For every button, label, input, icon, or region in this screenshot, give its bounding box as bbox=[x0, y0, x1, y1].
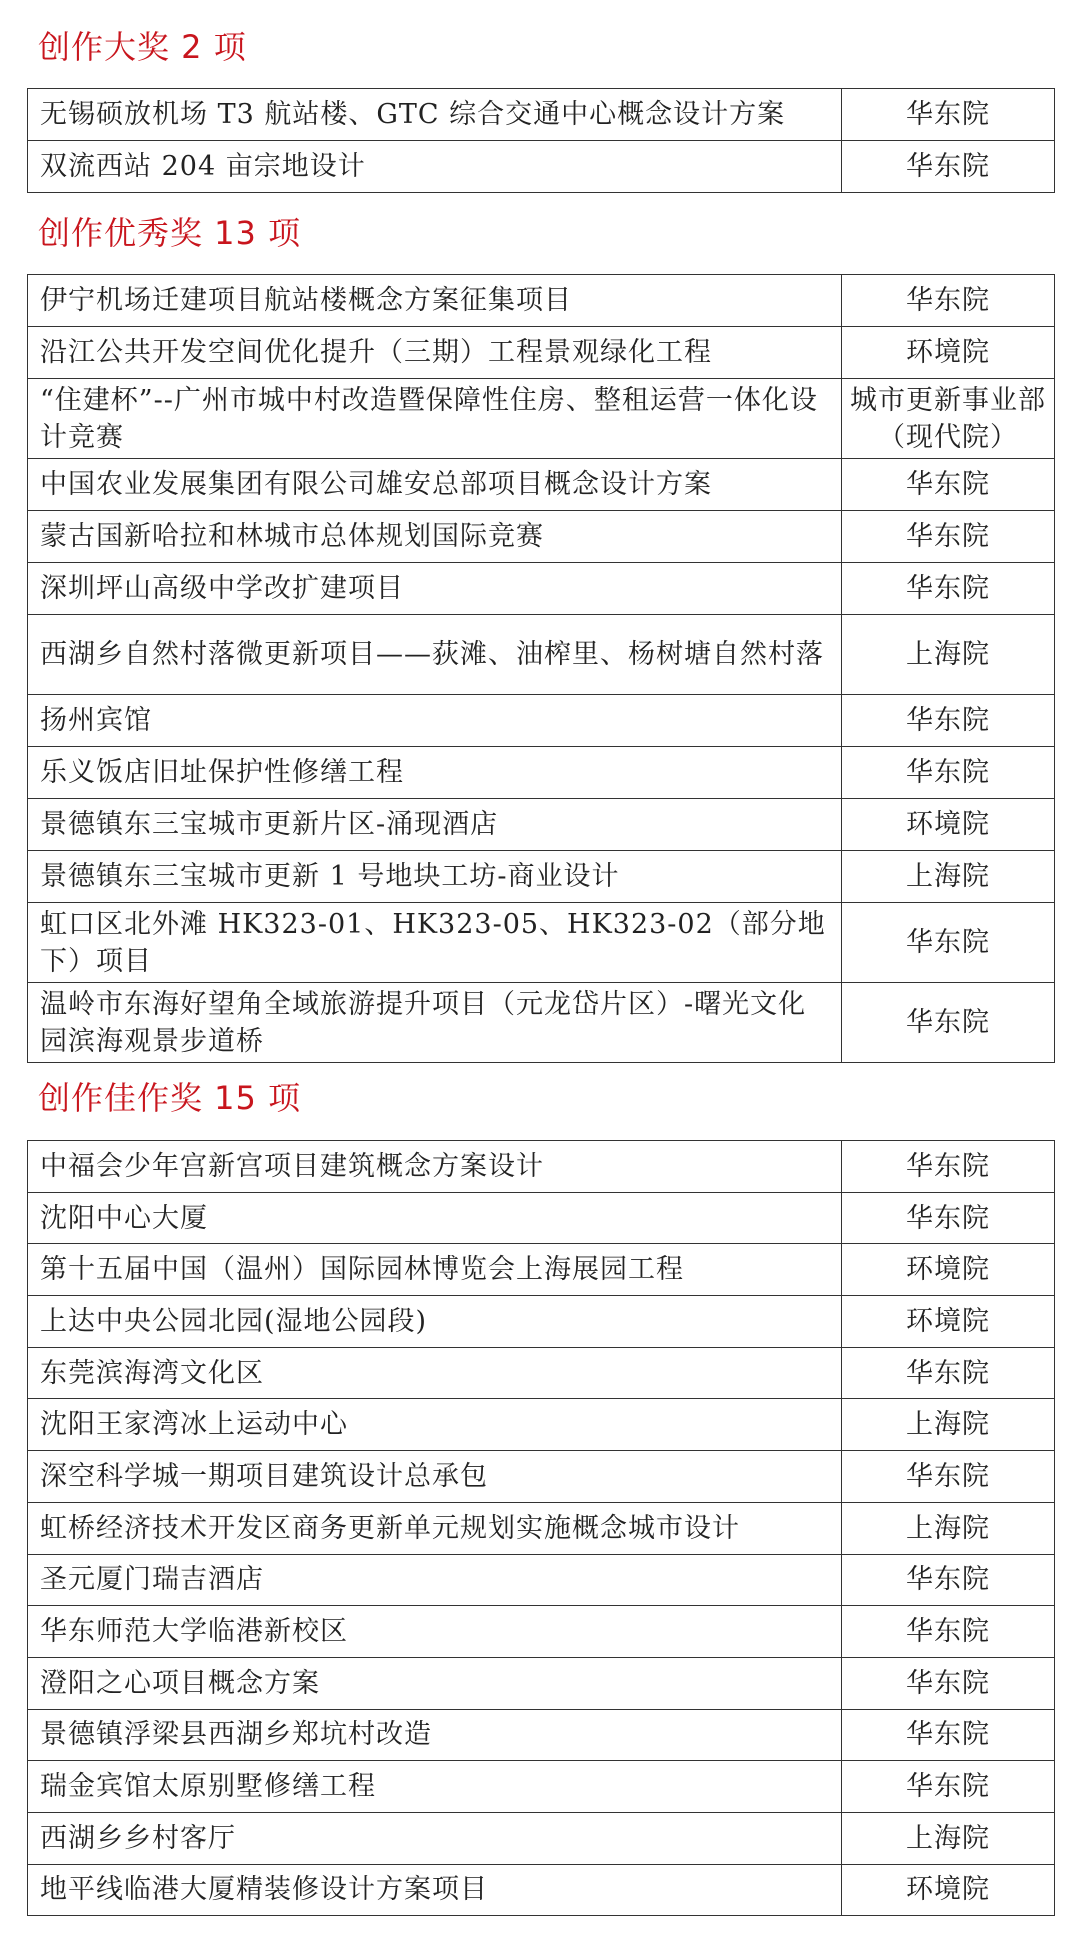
design-unit-cell: 环境院 bbox=[842, 799, 1055, 851]
table-row bbox=[28, 1709, 1055, 1761]
table-row bbox=[28, 1502, 1055, 1554]
table-row bbox=[28, 983, 1055, 1063]
project-name-cell: 西湖乡乡村客厅 bbox=[28, 1812, 842, 1864]
design-unit-cell: 华东院 bbox=[842, 89, 1055, 141]
table-row bbox=[28, 1451, 1055, 1503]
table-row bbox=[28, 903, 1055, 983]
design-unit-cell: 华东院 bbox=[842, 983, 1055, 1063]
project-name-cell: 第十五届中国（温州）国际园林博览会上海展园工程 bbox=[28, 1244, 842, 1296]
design-unit-cell: 华东院 bbox=[842, 563, 1055, 615]
project-name-cell: 温岭市东海好望角全域旅游提升项目（元龙岱片区）-曙光文化园滨海观景步道桥 bbox=[28, 983, 842, 1063]
table-row bbox=[28, 1347, 1055, 1399]
design-unit-cell: 环境院 bbox=[842, 1296, 1055, 1348]
project-name-cell: 西湖乡自然村落微更新项目——荻滩、油榨里、杨树塘自然村落 bbox=[28, 615, 842, 695]
project-name-cell: 伊宁机场迁建项目航站楼概念方案征集项目 bbox=[28, 275, 842, 327]
table-row bbox=[28, 1606, 1055, 1658]
design-unit-cell: 华东院 bbox=[842, 459, 1055, 511]
design-unit-cell: 华东院 bbox=[842, 747, 1055, 799]
table-row bbox=[28, 1244, 1055, 1296]
design-unit-cell: 华东院 bbox=[842, 141, 1055, 193]
section-title-grand-award: 创作大奖 2 项 bbox=[38, 28, 247, 66]
design-unit-cell: 华东院 bbox=[842, 511, 1055, 563]
design-unit-cell: 华东院 bbox=[842, 1657, 1055, 1709]
design-unit-cell: 华东院 bbox=[842, 1451, 1055, 1503]
table-row bbox=[28, 799, 1055, 851]
table-row bbox=[28, 275, 1055, 327]
table-row bbox=[28, 1812, 1055, 1864]
project-name-cell: 虹口区北外滩 HK323-01、HK323-05、HK323-02（部分地下）项目 bbox=[28, 903, 842, 983]
grand-award-table bbox=[27, 88, 1055, 193]
table-row bbox=[28, 1864, 1055, 1916]
project-name-cell: 蒙古国新哈拉和林城市总体规划国际竞赛 bbox=[28, 511, 842, 563]
project-name-cell: 东莞滨海湾文化区 bbox=[28, 1347, 842, 1399]
project-name-cell: 瑞金宾馆太原别墅修缮工程 bbox=[28, 1761, 842, 1813]
project-name-cell: 深空科学城一期项目建筑设计总承包 bbox=[28, 1451, 842, 1503]
project-name-cell: 乐义饭店旧址保护性修缮工程 bbox=[28, 747, 842, 799]
project-name-cell: 上达中央公园北园(湿地公园段) bbox=[28, 1296, 842, 1348]
project-name-cell: 景德镇浮梁县西湖乡郑坑村改造 bbox=[28, 1709, 842, 1761]
design-unit-cell: 城市更新事业部（现代院） bbox=[842, 379, 1055, 459]
design-unit-cell: 华东院 bbox=[842, 1606, 1055, 1658]
project-name-cell: 无锡硕放机场 T3 航站楼、GTC 综合交通中心概念设计方案 bbox=[28, 89, 842, 141]
table-row bbox=[28, 327, 1055, 379]
section-title-excellence-award: 创作优秀奖 13 项 bbox=[38, 214, 302, 252]
table-row bbox=[28, 89, 1055, 141]
design-unit-cell: 华东院 bbox=[842, 1347, 1055, 1399]
project-name-cell: 沈阳中心大厦 bbox=[28, 1192, 842, 1244]
design-unit-cell: 上海院 bbox=[842, 1399, 1055, 1451]
project-name-cell: 华东师范大学临港新校区 bbox=[28, 1606, 842, 1658]
table-row bbox=[28, 1399, 1055, 1451]
project-name-cell: 景德镇东三宝城市更新片区-涌现酒店 bbox=[28, 799, 842, 851]
table-row bbox=[28, 1657, 1055, 1709]
table-row bbox=[28, 141, 1055, 193]
project-name-cell: 中福会少年宫新宫项目建筑概念方案设计 bbox=[28, 1141, 842, 1193]
table-row bbox=[28, 851, 1055, 903]
design-unit-cell: 华东院 bbox=[842, 1709, 1055, 1761]
design-unit-cell: 华东院 bbox=[842, 1141, 1055, 1193]
project-name-cell: 沈阳王家湾冰上运动中心 bbox=[28, 1399, 842, 1451]
section-title-merit-award: 创作佳作奖 15 项 bbox=[38, 1079, 302, 1117]
project-name-cell: 澄阳之心项目概念方案 bbox=[28, 1657, 842, 1709]
table-row bbox=[28, 1554, 1055, 1606]
design-unit-cell: 华东院 bbox=[842, 275, 1055, 327]
table-row bbox=[28, 1296, 1055, 1348]
design-unit-cell: 上海院 bbox=[842, 1502, 1055, 1554]
project-name-cell: 景德镇东三宝城市更新 1 号地块工坊-商业设计 bbox=[28, 851, 842, 903]
design-unit-cell: 华东院 bbox=[842, 695, 1055, 747]
project-name-cell: 扬州宾馆 bbox=[28, 695, 842, 747]
table-row bbox=[28, 747, 1055, 799]
design-unit-cell: 上海院 bbox=[842, 1812, 1055, 1864]
project-name-cell: 深圳坪山高级中学改扩建项目 bbox=[28, 563, 842, 615]
merit-award-table bbox=[27, 1140, 1055, 1916]
project-name-cell: “住建杯”--广州市城中村改造暨保障性住房、整租运营一体化设计竞赛 bbox=[28, 379, 842, 459]
table-row bbox=[28, 563, 1055, 615]
table-row bbox=[28, 1192, 1055, 1244]
design-unit-cell: 华东院 bbox=[842, 1554, 1055, 1606]
table-row bbox=[28, 1761, 1055, 1813]
table-row bbox=[28, 379, 1055, 459]
design-unit-cell: 华东院 bbox=[842, 1761, 1055, 1813]
design-unit-cell: 上海院 bbox=[842, 615, 1055, 695]
table-row bbox=[28, 459, 1055, 511]
project-name-cell: 圣元厦门瑞吉酒店 bbox=[28, 1554, 842, 1606]
project-name-cell: 中国农业发展集团有限公司雄安总部项目概念设计方案 bbox=[28, 459, 842, 511]
design-unit-cell: 上海院 bbox=[842, 851, 1055, 903]
table-row bbox=[28, 1141, 1055, 1193]
project-name-cell: 地平线临港大厦精装修设计方案项目 bbox=[28, 1864, 842, 1916]
project-name-cell: 沿江公共开发空间优化提升（三期）工程景观绿化工程 bbox=[28, 327, 842, 379]
table-row bbox=[28, 615, 1055, 695]
design-unit-cell: 华东院 bbox=[842, 903, 1055, 983]
table-row bbox=[28, 695, 1055, 747]
excellence-award-table bbox=[27, 274, 1055, 1063]
design-unit-cell: 环境院 bbox=[842, 327, 1055, 379]
design-unit-cell: 环境院 bbox=[842, 1864, 1055, 1916]
project-name-cell: 虹桥经济技术开发区商务更新单元规划实施概念城市设计 bbox=[28, 1502, 842, 1554]
project-name-cell: 双流西站 204 亩宗地设计 bbox=[28, 141, 842, 193]
design-unit-cell: 华东院 bbox=[842, 1192, 1055, 1244]
table-row bbox=[28, 511, 1055, 563]
design-unit-cell: 环境院 bbox=[842, 1244, 1055, 1296]
